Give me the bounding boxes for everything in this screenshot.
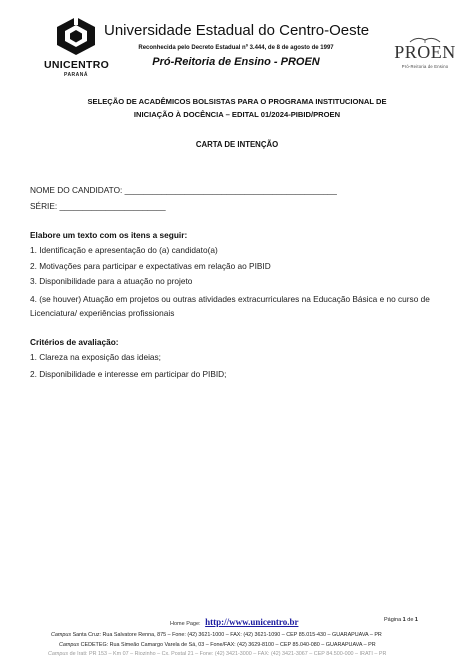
- header-center: [104, 22, 368, 68]
- instructions-list: [30, 245, 440, 321]
- footer-home: [170, 617, 298, 627]
- campus-address: CEDETEG: Rua Simeão Camargo Varela de Sá, 03 – Fone/FAX: (42) 3629-8100 – CEP 85.040-080 – GUARAPUAVA – PR: [80, 642, 376, 648]
- list-item: 1. Clareza na exposição das ideias;: [30, 352, 161, 362]
- campus-label: Campus: [51, 632, 72, 638]
- page-current: 1: [402, 617, 406, 623]
- unicentro-emblem-icon: [55, 16, 97, 56]
- section-criteria-title: Critérios de avaliação:: [30, 337, 119, 347]
- section-instructions-title: Elabore um texto com os itens a seguir:: [30, 230, 188, 240]
- list-item: 2. Motivações para participar e expectativas em relação ao PIBID: [30, 260, 271, 271]
- list-item: 3. Disponibilidade para a atuação no projeto: [30, 276, 193, 287]
- home-label: Home Page:: [170, 621, 201, 627]
- campus-label: Campus: [48, 651, 69, 657]
- campus-address: de Irati: PR 153 – Km 07 – Riozinho – Cx. Postal 21 – Fone: (42) 3421-3000 – FAX: (42) 3421-3067 – CEP 84.500-000 – IRATI – PR: [69, 651, 387, 657]
- document-title: [40, 95, 434, 121]
- university-title: Universidade Estadual do Centro-Oeste: [104, 22, 370, 39]
- footer-campus-cedeteg: [59, 642, 376, 648]
- list-item: 4. (se houver) Atuação em projetos ou outras atividades extracurriculares na Educação Básica e no curso de Licenciatura/ experiências profissionais: [30, 293, 430, 319]
- pro-reitoria-title: Pró-Reitoria de Ensino - PROEN: [152, 56, 320, 68]
- footer-campus-santa-cruz: [51, 632, 382, 638]
- page-number: [384, 617, 418, 623]
- home-url-link[interactable]: http://www.unicentro.br: [205, 617, 299, 627]
- title-line-1: SELEÇÃO DE ACADÊMICOS BOLSISTAS PARA O PROGRAMA INSTITUCIONAL DE: [87, 97, 387, 106]
- campus-label: Campus: [59, 642, 80, 648]
- unicentro-logo: [44, 16, 108, 78]
- list-item: 1. Identificação e apresentação do (a) candidato(a): [30, 245, 218, 255]
- logo-left-name: UNICENTRO: [44, 59, 110, 71]
- document-subtitle: CARTA DE INTENÇÃO: [195, 140, 279, 149]
- decree-text: Reconhecida pelo Decreto Estadual nº 3.444, de 8 de agosto de 1997: [138, 45, 334, 51]
- page-of: de: [407, 617, 414, 623]
- serie-field: SÉRIE: _______________________: [30, 201, 166, 211]
- list-item: 2. Disponibilidade e interesse em participar do PIBID;: [30, 369, 227, 379]
- title-line-2: INICIAÇÃO À DOCÊNCIA – EDITAL 01/2024-PIBID/PROEN: [133, 110, 341, 119]
- campus-address: Santa Cruz: Rua Salvatore Renna, 875 – Fone: (42) 3621-1000 – FAX: (42) 3621-1090 – CEP 85.015-430 – GUARAPUAVA – PR: [72, 632, 382, 638]
- candidate-name-field: NOME DO CANDIDATO: ______________________________________________: [30, 185, 337, 195]
- proen-logo-text: PROEN: [394, 42, 456, 62]
- page-prefix: Página: [384, 617, 402, 623]
- proen-logo: [390, 34, 460, 69]
- proen-logo-sub: Pró-Reitoria de Ensino: [401, 64, 449, 69]
- criteria-list: [30, 352, 440, 385]
- footer-campus-irati: [48, 651, 386, 657]
- logo-left-sub: PARANÁ: [63, 72, 89, 78]
- page-total: 1: [414, 617, 418, 623]
